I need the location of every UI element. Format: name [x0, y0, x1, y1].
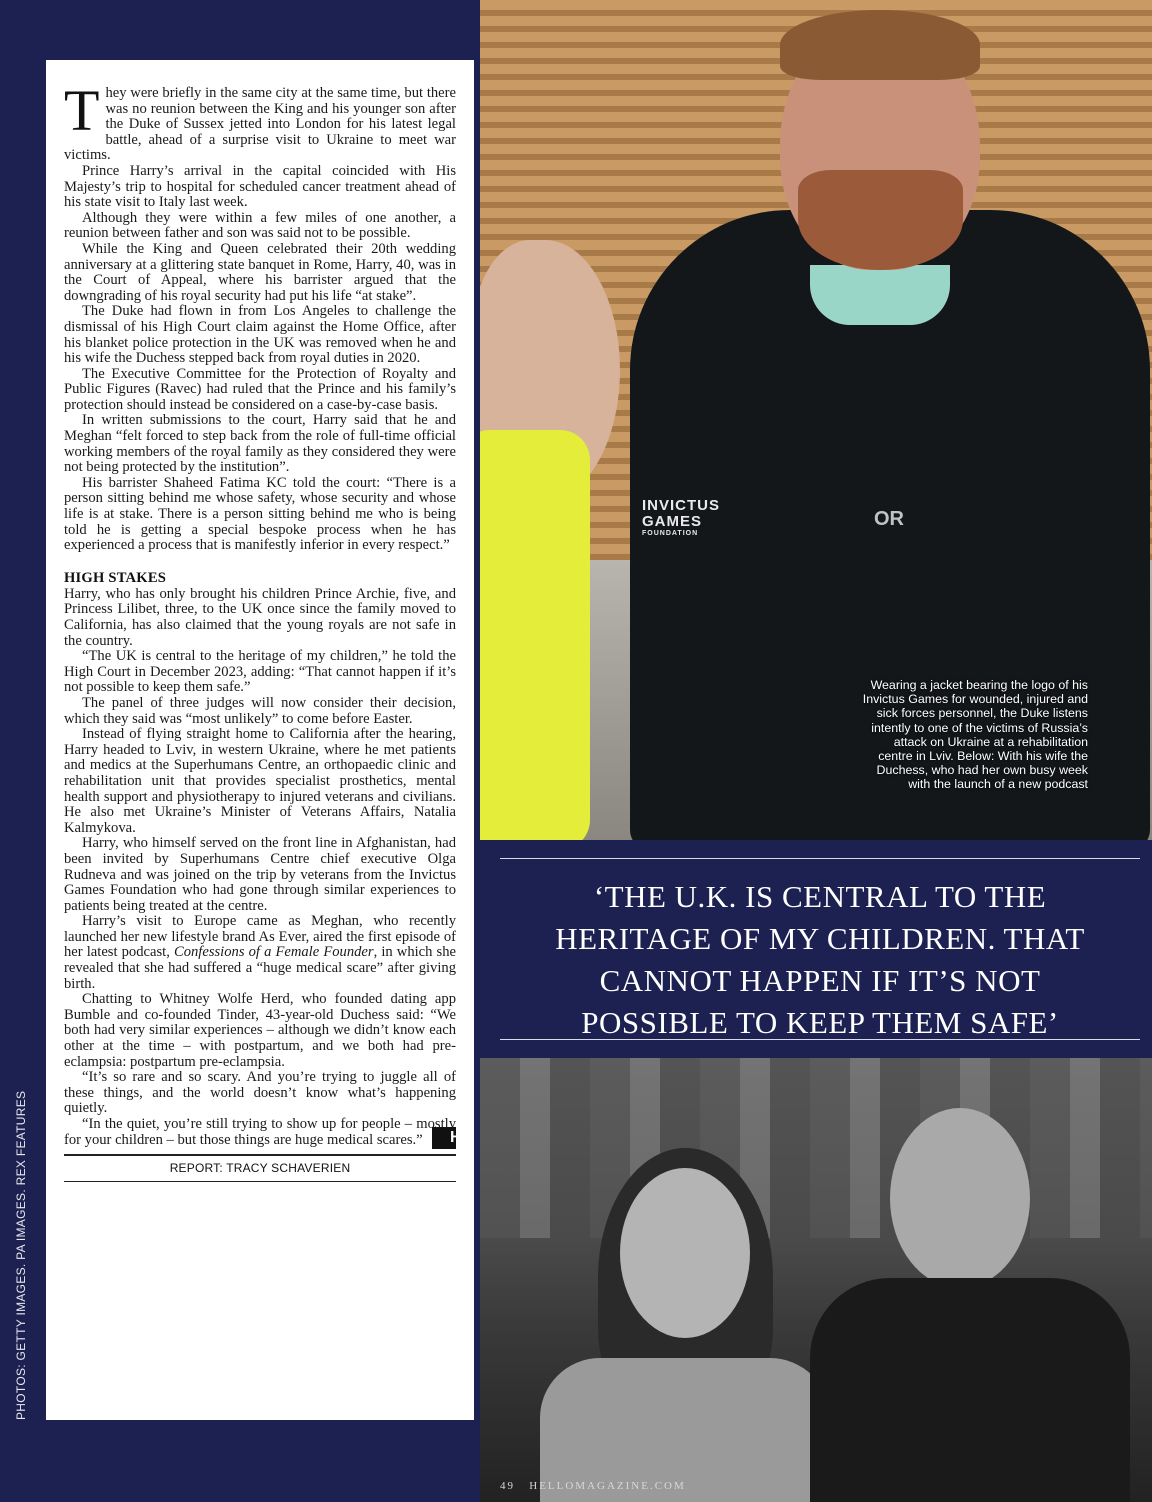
- article-paragraph: They were briefly in the same city at the same time, but there was no reunion between the King and his younger son after the Duke of Sussex jetted into London for his latest legal battle, ahead of a surprise visit to Ukraine to meet war victims.: [64, 78, 456, 164]
- photo-duke-and-duchess: [480, 1058, 1152, 1502]
- or-brand-logo: OR: [874, 508, 904, 530]
- pull-quote: ‘THE U.K. IS CENTRAL TO THE HERITAGE OF MY CHILDREN. THAT CANNOT HAPPEN IF IT’S NOT POSSIBLE TO KEEP THEM SAFE’: [555, 879, 1085, 1040]
- article-paragraph: Harry, who has only brought his children Prince Archie, five, and Princess Lilibet, three, to the UK once since the family moved to California, has also claimed that the young royals are not safe in the country.: [64, 585, 456, 649]
- article-paragraph: “It’s so rare and so scary. And you’re trying to juggle all of these things, and the world doesn’t know what’s happening quietly.: [64, 1069, 456, 1117]
- page-footer: [500, 1480, 686, 1492]
- article-paragraph: The Duke had flown in from Los Angeles to challenge the dismissal of his High Court claim against the Home Office, after his blanket police protection in the UK was removed when he and his wife the Duchess stepped back from royal duties in 2020.: [64, 303, 456, 367]
- duke-jacket: [810, 1278, 1130, 1502]
- hello-end-mark-icon: H: [432, 1127, 456, 1149]
- subheading-high-stakes: HIGH STAKES: [64, 569, 167, 586]
- patient-yellow-shirt: [480, 430, 590, 840]
- article-paragraph: Chatting to Whitney Wolfe Herd, who founded dating app Bumble and co-founded Tinder, 43-year-old Duchess said: “We both had very similar experiences – although we didn’t know each other at the time – with postpartum, and we both had pre-eclampsia: postpartum pre-eclampsia.: [64, 991, 456, 1070]
- article-paragraph: Harry, who himself served on the front line in Afghanistan, had been invited by Superhumans Centre chief executive Olga Rudneva and was joined on the trip by veterans from the Invictus Games Foundation who had gone through similar experiences to patients being treated at the centre.: [64, 835, 456, 914]
- article-paragraph: Although they were within a few miles of one another, a reunion between father and son was said not to be possible.: [64, 209, 456, 242]
- crowd-background: [480, 1058, 1152, 1238]
- website: HELLOMAGAZINE.COM: [529, 1480, 686, 1492]
- photo-credit: PHOTOS: GETTY IMAGES. PA IMAGES. REX FEATURES: [14, 1090, 28, 1420]
- duke-face: [890, 1108, 1030, 1288]
- article-paragraph: His barrister Shaheed Fatima KC told the court: “There is a person sitting behind me whose safety, whose security and whose life is at stake. There is a person sitting behind me who is being told he is getting a special bespoke process when he has experienced a process that is manifestly inferior in every respect.”: [64, 474, 456, 554]
- pull-quote-panel: [480, 840, 1152, 1058]
- page-number: 49: [500, 1480, 515, 1492]
- article-paragraph: Prince Harry’s arrival in the capital coincided with His Majesty’s trip to hospital for scheduled cancer treatment ahead of his state visit to Italy last week.: [64, 162, 456, 211]
- article-paragraph: While the King and Queen celebrated their 20th wedding anniversary at a glittering state banquet in Rome, Harry, 40, was in the Court of Appeal, where his barrister argued that the downgrading of his royal security had put his life “at stake”.: [64, 240, 456, 304]
- article-paragraph: Instead of flying straight home to California after the hearing, Harry headed to Lviv, in western Ukraine, where he met patients and medics at the Superhumans Centre, an orthopaedic clinic and rehabilitation unit that provides specialist prosthetics, mental health support and physiotherapy to injured veterans and civilians. He also met Ukraine’s Minister of Veterans Affairs, Natalia Kalmykova.: [64, 726, 456, 836]
- duke-beard: [798, 170, 963, 270]
- article-paragraph: “The UK is central to the heritage of my children,” he told the High Court in December 2023, adding: “That cannot happen if it’s not possible to keep them safe.”: [64, 648, 456, 696]
- podcast-title: Confessions of a Female Founder: [173, 944, 374, 961]
- photo-duke-invictus-jacket: [480, 0, 1152, 840]
- article-paragraph: The Executive Committee for the Protection of Royalty and Public Figures (Ravec) had ruled that the Prince and his family’s protection should instead be considered on a case-by-case basis.: [64, 365, 456, 413]
- article-paragraph: “In the quiet, you’re still trying to show up for people – mostly for your children – but those things are huge medical scares.” H: [64, 1116, 462, 1148]
- invictus-games-logo: INVICTUS GAMES FOUNDATION: [642, 497, 721, 537]
- photo-caption: Wearing a jacket bearing the logo of his Invictus Games for wounded, injured and sick forces personnel, the Duke listens intently to one of the victims of Russia’s attack on Ukraine at a rehabilitation centre in Lviv. Below: With his wife the Duchess, who had her own busy week with the launch of a new podcast: [862, 678, 1088, 792]
- report-byline: REPORT: TRACY SCHAVERIEN: [64, 1156, 456, 1182]
- article-paragraph: The panel of three judges will now consider their decision, which they said was “most unlikely” to come before Easter.: [64, 694, 456, 727]
- duke-hair: [780, 10, 980, 80]
- mint-collar: [810, 265, 950, 325]
- article-column: [46, 60, 474, 1420]
- article-paragraph: Harry’s visit to Europe came as Meghan, who recently launched her new lifestyle brand As Ever, aired the first episode of her latest podcast, Confessions of a Female Founder, in which she revealed that she had suffered a “huge medical scare” after giving birth.: [64, 913, 456, 992]
- quote-rule-top: [500, 858, 1140, 859]
- quote-rule-bottom: [500, 1039, 1140, 1040]
- article-paragraph: In written submissions to the court, Harry said that he and Meghan “felt forced to step back from the role of full-time official working members of the royal family as they considered they were not being protected by the institution”.: [64, 412, 456, 476]
- drop-cap: T: [64, 78, 100, 143]
- duchess-face: [620, 1168, 750, 1338]
